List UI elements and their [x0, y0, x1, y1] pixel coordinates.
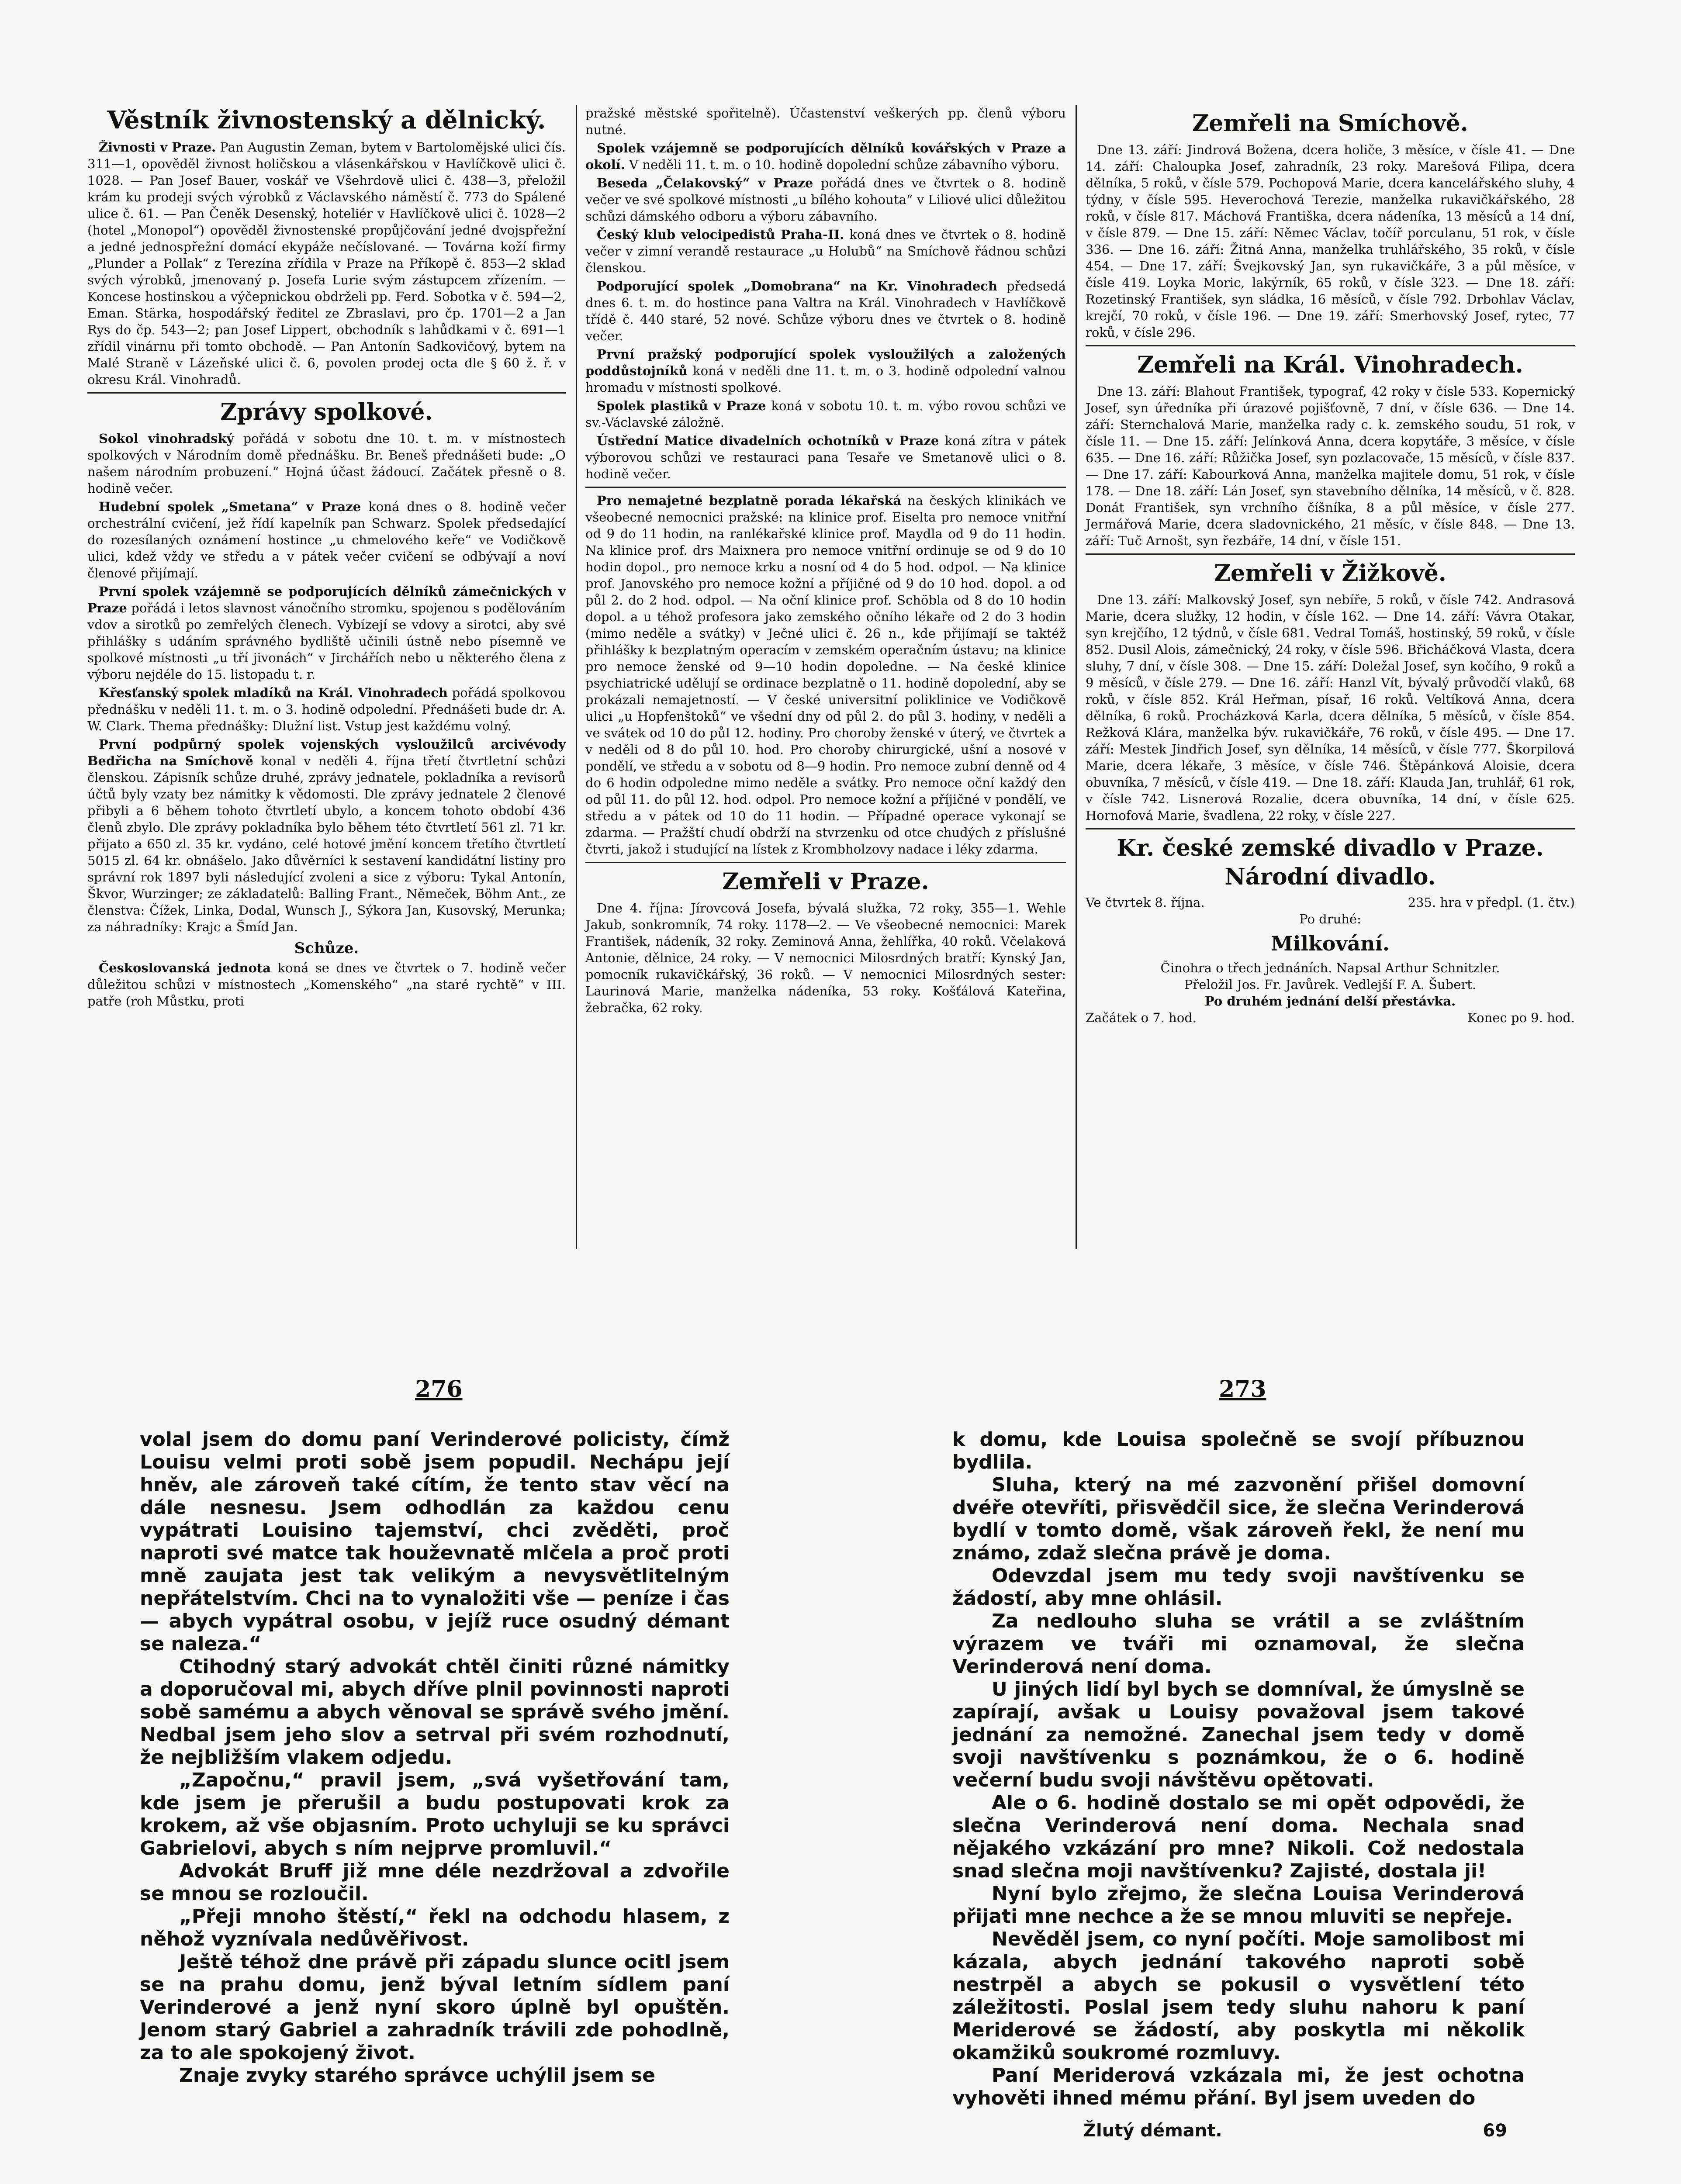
novel-paragraph: „Přeji mnoho štěstí,“ řekl na odchodu hlasem, z něhož vyznívala nedůvěřivost.	[140, 1905, 730, 1950]
novel-page-right	[952, 1428, 1525, 2142]
notice-club	[585, 226, 1066, 276]
novel-paragraph: Odevzdal jsem mu tedy svoji navštívenku se žádostí, aby mne ohlásil.	[952, 1565, 1525, 1610]
theatre-repeat-label: Po druhé:	[1299, 912, 1361, 926]
page-number-right: 273	[1219, 1376, 1266, 1403]
notice-body: pořádá dnes ve čtvrtek o 8. hodině večer ve své spolkové místnosti „u bílého kohouta“ v Liliové ulici důležitou schůzi dámského odboru a výboru zábavního.	[585, 176, 1066, 224]
notice-body: koná se dnes ve čtvrtek o 7. hodině večer důležitou schůzi v místnostech „Komenského“ „na staré rychtě“ v III. patře (roh Můstku, proti	[87, 961, 566, 1009]
notice-club	[87, 498, 566, 581]
notice-body: na českých klinikách ve všeobecné nemocnici pražské: na klinice prof. Eiselta pro nemoce vnitřní od 9 do 11 hodin, na ranlékařské klinice prof. Maydla od 9 do 11 hodin. Na klinice prof. drs Maixnera pro nemoce vnitřní ordinuje se od 9 do 10 hodin dopol., pro nemoce krku a nosní od 4 do 5 hod. odpol. — Na klinice prof. Janovského pro nemoce kožní a příjičné od 9 do 10 hod. dopol. a od půl 2. do 2 hod. odpol. — Na oční klinice prof. Schöbla od 8 do 10 hodin dopol. a u téhož profesora jako zemského očního lékaře od 2 do 3 hodin (mimo neděle a svátky) v Ječné ulici č. 26 n., kde přijímají se taktéž přihlášky k bezplatným operacím v zemském operačním ústavu; na klinice pro nemoce ženské od 9—10 hodin dopoledne. — Na české klinice psychiatrické udělují se ordinace bezplatně o 11. hodině dopolední, aby se prokázali nemajetností. — V české universitní poliklinice ve Vodičkově ulici „u Hopfenštoků“ ve všední dny od půl 2. do půl 3. hodiny, v neděli a ve svátek od 10 do půl 12. hodiny. Pro choroby ženské v úterý, ve čtvrtek a v neděli od 8 do půl 10. hod. Pro choroby chirurgické, ušní a nosové v pondělí, ve středu a v sobotu od 8—9 hodin. Pro nemoce zubní denně od 4 do 6 hodin odpoledne mimo neděle a svátky. Pro nemoce oční každý den od půl 11. do půl 12. hod. odpol. Pro nemoce kožní a příjičné v pondělí, ve středu a v pátek od 10 do 11 hodin. — Případné operace vykonají se zdarma. — Pražští chudí obdrží na stvrzenku od otce chudých z příslušné čtvrti, jakož i studující na lístek z Krombholzovy nadace i léky zdarma.	[585, 493, 1066, 857]
heading-deaths-smichov: Zemřeli na Smíchově.	[1192, 110, 1468, 137]
notice-club	[87, 684, 566, 734]
notice-lead: Sokol vinohradský	[99, 431, 234, 446]
divider	[1086, 553, 1575, 555]
notice-body: pořádá spolkovou přednášku v neděli 11. t. m. o 3. hodině odpolední. Přednášeti bude dr. A. W. Clark. Thema přednášky: Dlužní list. Vstup jest každému volný.	[87, 685, 566, 733]
novel-paragraph: volal jsem do domu paní Verinderové policisty, čímž Louisu velmi proti sobě jsem popudil. Nechápu její hněv, ale zároveň také cítím, že tento stav věcí na dále nesnesu. Jsem odhodlán za každou cenu vypátrati Louisino tajemství, chci zvěděti, proč naproti své matce tak houževnatě mlčela a proč proti mně zaujata jest tak velikým a nevysvětlitelným nepřátelstvím. Chci na to vynaložiti vše — peníze i čas — abych vypátral osobu, v jejíž ruce osudný démant se naleza.“	[140, 1428, 730, 1655]
notice-body: koná zítra v pátek výborovou schůzi ve restauraci pana Tesaře ve Smetanově ulici o 8. hodině večer.	[585, 433, 1066, 481]
novel-page-left	[140, 1428, 730, 2087]
notice-continued: pražské městské spořitelně). Účastenství veškerých pp. členů výboru nutné.	[585, 106, 1066, 137]
novel-footer	[952, 2119, 1525, 2142]
theatre-translator: Přeložil Jos. Fr. Javůrek. Vedlejší F. A. Šubert.	[1184, 977, 1477, 992]
theatre-subheading: Národní divadlo.	[1224, 864, 1436, 890]
notice-body: koná v neděli dne 11. t. m. o 3. hodině odpolední valnou hromadu v místnosti spolkové.	[585, 363, 1066, 395]
novel-paragraph: Sluha, který na mé zazvonění přišel domovní dvéře otevříti, přisvědčil sice, že slečna Verinderová bydlí v tomto domě, však zároveň řekl, že není mu známo, zdaž slečna právě je doma.	[952, 1474, 1525, 1564]
column-2	[585, 105, 1066, 1018]
theatre-times-row	[1086, 1009, 1575, 1026]
heading-deaths-prague: Zemřeli v Praze.	[722, 868, 929, 895]
notice-meeting	[87, 960, 566, 1009]
notice-lead: První spolek vzájemně se podporujících dělníků zámečnických v Praze	[87, 584, 566, 615]
notice-club	[585, 140, 1066, 173]
divider	[87, 392, 566, 394]
notice-lead: Podporující spolek „Domobrana“ na Kr. Vinohradech	[597, 279, 998, 294]
notice-lead: Českoslovanská jednota	[99, 961, 271, 975]
novel-paragraph: Nevěděl jsem, co nyní počíti. Moje samolibost mi kázala, abych jednání takového naproti sobě nestrpěl a abych se pokusil o vysvětlení této záležitosti. Poslal jsem tedy sluhu nahoru k paní Meriderové se žádostí, aby poskytla mi několik okamžiků soukromé rozmluvy.	[952, 1928, 1525, 2064]
deaths-list: Dne 13. září: Blahout František, typograf, 42 roky v čísle 533. Kopernický Josef, syn úředníka při úrazové pojišťovně, 7 dní, v čísle 636. — Dne 14. září: Sternchalová Marie, manželka rady c. k. zemského soudu, 51 rok, v čísle 11. — Dne 15. září: Jelínková Anna, dcera kopytáře, 3 měsíce, v čísle 635. — Dne 16. září: Růžička Josef, syn pozlacovače, 15 měsíců, v čísle 837. — Dne 17. září: Kabourková Anna, manželka majitele domu, 51 rok, v čísle 178. — Dne 18. září: Lán Josef, syn stavebního dělníka, 14 měsíců, v č. 828. Donát František, syn vrchního číšníka, 8 a půl měsíce, v čísle 277. Jermářová Marie, dcera sladovnického, 21 měsíc, v čísle 848. — Dne 13. září: Tuč Arnošt, syn řezbáře, 14 dní, v čísle 151.	[1086, 384, 1575, 548]
novel-paragraph: Paní Meriderová vzkázala mi, že jest ochotna vyhověti ihned mému přání. Byl jsem uveden do	[952, 2064, 1525, 2109]
novel-title-footer: Žlutý démant.	[1083, 2121, 1222, 2141]
novel-paragraph: „Započnu,“ pravil jsem, „svá vyšetřování tam, kde jsem je přerušil a budu postupovati krok za krokem, až vše objasním. Proto uchyluji se ku správci Gabrielovi, abych s ním nejprve promluvil.“	[140, 1769, 730, 1859]
notice-club	[585, 278, 1066, 344]
notice-lead: Křesťanský spolek mladíků na Král. Vinohradech	[99, 685, 448, 700]
notice-club	[87, 430, 566, 497]
notice-lead: Spolek plastiků v Praze	[597, 398, 766, 413]
notice-medical	[585, 492, 1066, 857]
novel-paragraph: Nyní bylo zřejmo, že slečna Louisa Verinderová přijati mne nechce a že se mnou mluviti se nepřeje.	[952, 1883, 1525, 1928]
page-number-left: 276	[415, 1376, 463, 1403]
notice-club	[585, 432, 1066, 482]
theatre-start-time: Začátek o 7. hod.	[1086, 1010, 1197, 1025]
theatre-intermission-note: Po druhém jednání delší přestávka.	[1204, 994, 1456, 1009]
theatre-listing	[1086, 834, 1575, 1026]
heading-trade-bulletin: Věstník živnostenský a dělnický.	[107, 106, 546, 135]
deaths-list: Dne 13. září: Jindrová Božena, dcera holiče, 3 měsíce, v čísle 41. — Dne 14. září: Chaloupka Josef, zahradník, 23 roky. Marešová Filipa, dcera dělníka, 5 roků, v čísle 579. Pochopová Marie, dcera kancelářského sluhy, 4 týdny, v čísle 595. Heverochová Terezie, manželka rukavičkářského, 28 roků, v čísle 817. Máchová Františka, dcera nádeníka, 13 měsíců a 14 dní, v čísle 879. — Dne 15. září: Němec Václav, točíř porculanu, 51 rok, v čísle 336. — Dne 16. září: Žitná Anna, manželka truhlářského, 35 roků, v čísle 454. — Dne 17. září: Švejkovský Jan, syn rukavičkáře, 3 a půl měsíce, v čísle 419. Loyka Moric, lakýrník, 65 roků, v čísle 323. — Dne 18. září: Rozetinský František, syn sládka, 16 měsíců, v čísle 792. Drbohlav Václav, krejčí, 70 roků, v čísle 196. — Dne 19. září: Smerhovský Josef, rytec, 77 roků, v čísle 296.	[1086, 142, 1575, 340]
theatre-play-title: Milkování.	[1271, 932, 1390, 955]
notice-body: konal v neděli 4. října třetí čtvrtletní schůzi členskou. Zápisník schůze druhé, zprávy jednatele, pokladníka a revisorů účtů byly vzaty bez námitky k vědomosti. Dle zprávy jednatele 2 členové přibyli a 6 během tohoto čtvrtletí ubylo, a koncem tohoto období 436 členů zbylo. Dle zprávy pokladníka bylo během této čtvrtletí 561 zl. 71 kr. přijato a 650 zl. 35 kr. vydáno, celé hotové jmění koncem třetího čtvrtletí 5015 zl. 64 kr. obnášelo. Jako důvěrníci k sestavení kandidátní listiny pro správní rok 1897 byli následující zvoleni a sice z výboru: Tykal Antonín, Škvor, Wurzinger; ze základatelů: Balling Frant., Němeček, Böhm Ant., ze členstva: Čížek, Linka, Dodal, Wunsch J., Sýkora Jan, Kusovský, Merunka; za náhradníky: Krajc a Šmíd Jan.	[87, 753, 566, 934]
novel-paragraph: Ještě téhož dne právě při západu slunce ocitl jsem se na prahu domu, jenž býval letním sídlem paní Verinderové a jenž nyní skoro úplně byl opuštěn. Jenom starý Gabriel a zahradník trávili zde pohodlně, za to ale spokojený život.	[140, 1951, 730, 2064]
heading-meetings: Schůze.	[294, 940, 359, 957]
column-3	[1086, 105, 1575, 1026]
novel-paragraph: Ctihodný starý advokát chtěl činiti různé námitky a doporučoval mi, abych dříve plnil povinnosti naproti sobě samému a abych věnoval se správě svého jmění. Nedbal jsem jeho slov a setrval při svém rozhodnutí, že nejbližším vlakem odjedu.	[140, 1655, 730, 1769]
divider	[585, 487, 1066, 488]
notice-body: V neděli 11. t. m. o 10. hodině dopolední schůze zábavního výboru.	[629, 157, 1060, 172]
notice-lead: Český klub velocipedistů Praha-II.	[597, 227, 844, 242]
novel-paragraph: Ale o 6. hodině dostalo se mi opět odpovědi, že slečna Verinderová není doma. Nechala snad nějakého vzkázání pro mne? Nikoli. Což nedostala snad slečna moji navštívenku? Zajisté, dostala ji!	[952, 1792, 1525, 1882]
notice-body: předsedá dnes 6. t. m. do hostince pana Valtra na Král. Vinohradech v Havlíčkově třídě č. 440 staré, 52 nové. Schůze výboru dnes ve čtvrtek o 8. hodině večer.	[585, 279, 1066, 343]
notice-body: koná dnes ve čtvrtek o 8. hodině večer v zimní verandě restaurace „u Holubů“ na Smíchově řádnou schůzi členskou.	[585, 227, 1066, 275]
divider	[1086, 828, 1575, 829]
novel-paragraph: k domu, kde Louisa společně se svojí příbuznou bydlila.	[952, 1428, 1525, 1473]
theatre-performance-number: 235. hra v předpl. (1. čtv.)	[1408, 895, 1575, 910]
notice-club	[585, 397, 1066, 431]
novel-paragraph: Advokát Bruff již mne déle nezdržoval a zdvořile se mnou se rozloučil.	[140, 1860, 730, 1905]
notice-lead: První podpůrný spolek vojenských vysloužilců arcivévody Bedřicha na Smíchově	[87, 737, 566, 768]
theatre-date-row	[1086, 894, 1575, 911]
notice-lead: Živnosti v Praze.	[99, 140, 216, 155]
column-divider	[1076, 105, 1077, 1249]
notice-club	[585, 346, 1066, 396]
novel-sheet-number: 69	[1483, 2121, 1507, 2141]
notice-body: pořádá v sobotu dne 10. t. m. v místnostech spolkových v Národním domě přednášku. Br. Beneš přednášeti bude: „O našem národním probuzení.“ Hojná účast žádoucí. Začátek přesně o 8. hodině večer.	[87, 431, 566, 496]
notice-lead: Ústřední Matice divadelních ochotníků v Praze	[597, 433, 939, 448]
theatre-play-description: Činohra o třech jednáních. Napsal Arthur Schnitzler.	[1160, 961, 1500, 975]
theatre-end-time: Konec po 9. hod.	[1467, 1010, 1575, 1025]
novel-paragraph: Znaje zvyky starého správce uchýlil jsem se	[179, 2064, 656, 2087]
column-1	[87, 105, 566, 1011]
divider	[1086, 345, 1575, 346]
notice-lead: Spolek vzájemně se podporujících dělníků kovářských v Praze a okolí.	[585, 141, 1066, 172]
theatre-heading: Kr. české zemské divadlo v Praze.	[1117, 835, 1544, 861]
deaths-list: Dne 4. října: Jírovcová Josefa, bývalá služka, 72 roky, 355—1. Wehle Jakub, sonkromník, 74 roky. 1178—2. — Ve všeobecné nemocnici: Marek František, nádeník, 32 roky. Zeminová Anna, žehlířka, 40 roků. Včelaková Antonie, dělnice, 24 roky. — V nemocnici Milosrdných bratří: Kynský Jan, pomocník rukavičkářský, 36 roků. — V nemocnici Milosrdných sester: Laurinová Marie, manželka nádeníka, 53 roky. Košťálová Kateřina, žebračka, 62 roky.	[585, 901, 1066, 1015]
notice-body: koná dnes o 8. hodině večer orchestrální cvičení, jež řídí kapelník pan Schwarz. Spolek předsedající do rozesílaných oznámení hostince „u chmelového keře“ ve Vodičkově ulici, kdež vždy ve středu a v pátek večer cvičení se odbývají a noví členové přijímají.	[87, 499, 566, 581]
novel-paragraph: U jiných lidí byl bych se domníval, že úmyslně se zapírají, avšak u Louisy považoval jsem takové jednání za nemožné. Zanechal jsem tedy v domě svoji navštívenku s poznámkou, že o 6. hodině večerní budu svoji návštěvu opětovati.	[952, 1678, 1525, 1791]
notice-trades	[87, 139, 566, 388]
notice-body: koná v sobotu 10. t. m. výbo rovou schůzi ve sv.-Václavské záložně.	[585, 398, 1066, 430]
novel-paragraph: Za nedlouho sluha se vrátil a se zvláštním výrazem ve tváři mi oznamoval, že slečna Verinderová není doma.	[952, 1610, 1525, 1678]
notice-club	[87, 736, 566, 935]
notice-body: Pan Augustin Zeman, bytem v Bartolomějské ulici čís. 311—1, opověděl živnost holičskou a vlásenkářskou v Havlíčkově ulici č. 1028. — Pan Josef Bauer, voskář ve Všehrdově ulici č. 438—3, přeložil krám ku prodeji svých výrobků z Václavského náměstí č. 773 do Spálené ulice č. 61. — Pan Čeněk Desenský, hoteliér v Havlíčkově ulici č. 1028—2 (hotel „Monopol“) opověděl živnostenské propůjčování jedné dvojspřežní a jedné jednospřežní domácí ekypáže nečíslované. — Továrna koží firmy „Plunder a Pollak“ z Terezína zřídila v Praze na Příkopě č. 853—2 sklad svých výrobků, jmenovaný p. Josefa Lurie svým zástupcem zřízením. — Koncese hostinskou a výčepnickou obdrželi pp. Ferd. Sobotka v č. 594—2, Eman. Stärka, hospodářský ředitel ze Zbraslavi, pro čp. 1701—2 a Jan Rys do čp. 543—2; pan Josef Lippert, obchodník s lahůdkami v č. 691—1 zřídil vinárnu při tomto obchodě. — Pan Antonín Sadkovičový, bytem na Malé Straně v Lázeňské ulici č. 6, povolen prodej octa dle § 60 ž. ř. v okresu Král. Vinohradů.	[87, 140, 566, 387]
heading-deaths-vinohrady: Zemřeli na Král. Vinohradech.	[1137, 352, 1523, 378]
notice-body: pořádá i letos slavnost vánočního stromku, spojenou s podělováním vdov a sirotků po zemřelých členech. Vybízejí se vdovy a sirotci, aby své přihlášky s udáním správného bydliště učinili ústně nebo písemně ve spolkové místnosti „u tří jivonách“ v Jirchářích nebo u některého člena z výboru nejdéle do 15. listopadu t. r.	[87, 601, 566, 682]
heading-deaths-zizkov: Zemřeli v Žižkově.	[1214, 560, 1446, 587]
notice-club	[585, 175, 1066, 225]
column-divider	[576, 105, 577, 1249]
notice-lead: Pro nemajetné bezplatně porada lékařská	[597, 493, 902, 508]
divider	[585, 862, 1066, 863]
theatre-date: Ve čtvrtek 8. října.	[1086, 895, 1205, 910]
notice-lead: Beseda „Čelakovský“ v Praze	[597, 176, 813, 190]
notice-lead: Hudební spolek „Smetana“ v Praze	[99, 499, 361, 514]
notice-lead: První pražský podporující spolek vysloužilých a založených poddůstojníků	[585, 347, 1066, 378]
heading-club-news: Zprávy spolkové.	[220, 399, 433, 425]
notice-club	[87, 583, 566, 683]
deaths-list: Dne 13. září: Malkovský Josef, syn nebíře, 5 roků, v čísle 742. Andrasová Marie, dcera služky, 12 hodin, v čísle 162. — Dne 14. září: Vávra Otakar, syn krejčího, 12 týdnů, v čísle 681. Vedral Tomáš, hostinský, 59 roků, v čísle 852. Dusil Alois, zámečnický, 24 roky, v čísle 596. Břicháčková Vlasta, dcera sluhy, 7 dní, v čísle 308. — Dne 15. září: Doležal Josef, syn kočího, 9 roků a 9 měsíců, v čísle 279. — Dne 16. září: Hanzl Vít, bývalý průvodčí vlaků, 68 roků, v čísle 852. Král Heřman, písař, 16 roků. Veltíková Anna, dcera dělníka, 6 roků. Procházková Karla, dcera dělníka, 5 měsíců, v čísle 854. Režková Klára, manželka býv. rukavičkáře, 76 roků, v čísle 495. — Dne 17. září: Mestek Jindřich Josef, syn dělníka, 14 měsíců, v čísle 777. Škorpilová Marie, dcera lékaře, 3 měsíce, v čísle 746. Štěpánková Aloisie, dcera obuvníka, 7 měsíců, v čísle 419. — Dne 18. září: Klauda Jan, truhlář, 61 rok, v čísle 742. Lisnerová Rozalie, dcera obuvníka, 14 dní, v čísle 625. Hornofová Marie, švadlena, 22 roky, v čísle 227.	[1086, 592, 1575, 823]
